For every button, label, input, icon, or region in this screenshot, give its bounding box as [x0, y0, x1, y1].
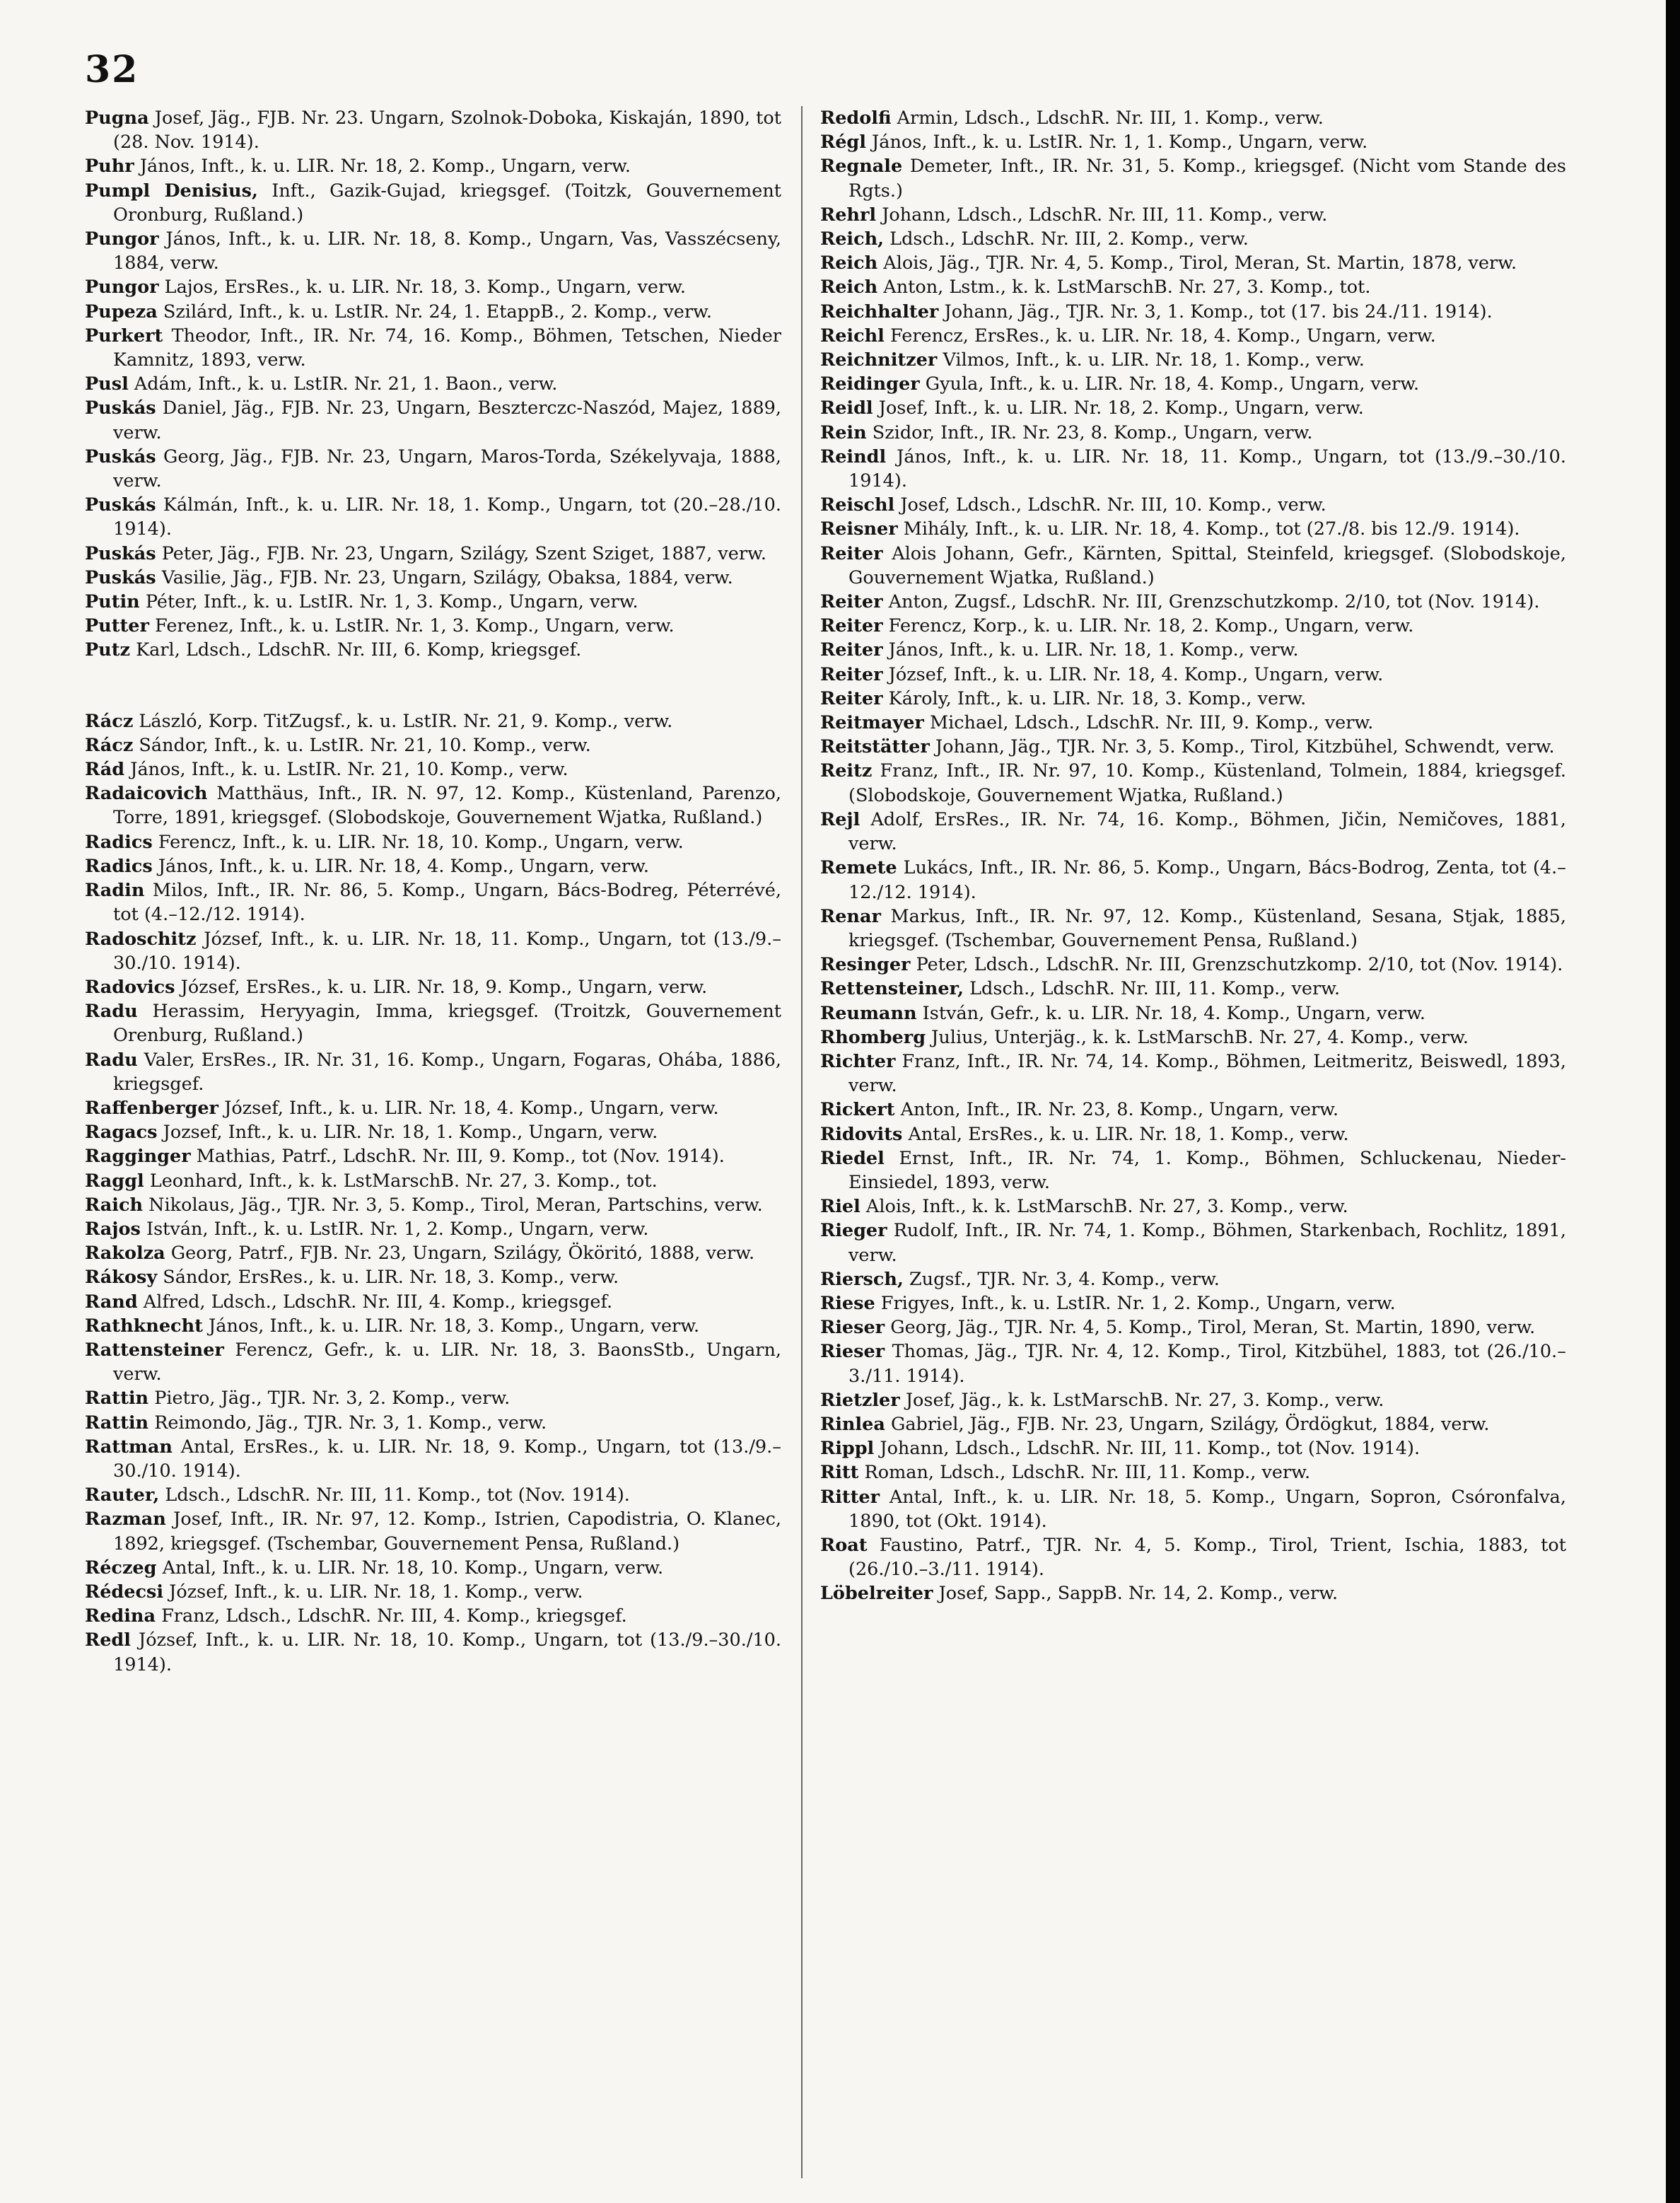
entry-surname: Reitstätter — [820, 736, 930, 758]
entry-surname: Puskás — [85, 542, 156, 564]
entry-surname: Renar — [820, 905, 881, 927]
entry-details: Ferenez, Inft., k. u. LstIR. Nr. 1, 3. Komp., Ungarn, verw. — [155, 615, 675, 637]
entry-surname: Pumpl Denisius, — [85, 180, 258, 202]
entry-details: Johann, Ldsch., LdschR. Nr. III, 11. Komp., tot (Nov. 1914). — [880, 1438, 1421, 1460]
entry-surname: Puskás — [85, 566, 156, 588]
entry-details: Ferencz, ErsRes., k. u. LIR. Nr. 18, 4. Komp., Ungarn, verw. — [889, 325, 1436, 347]
entry-surname: Reichnitzer — [820, 349, 938, 371]
entry-surname: Rákosy — [85, 1267, 158, 1289]
entry-details: Károly, Inft., k. u. LIR. Nr. 18, 3. Komp., verw. — [888, 687, 1307, 709]
list-item — [820, 1485, 1566, 1533]
entry-surname: Rád — [85, 759, 125, 781]
entry-surname: Régl — [820, 132, 866, 153]
entry-details: János, Inft., k. u. LIR. Nr. 18, 3. Komp., Ungarn, verw. — [209, 1315, 700, 1337]
list-item — [85, 1580, 781, 1604]
entry-details: Matthäus, Inft., IR. N. 97, 12. Komp., Küstenland, Parenzo, Torre, 1891, kriegsgef. (Slobodskoje, Gouvernement Wjatka, Rußland.) — [113, 783, 781, 829]
list-item — [85, 372, 781, 396]
list-item — [85, 709, 781, 733]
entry-details: Josef, Sapp., SappB. Nr. 14, 2. Komp., verw. — [938, 1583, 1338, 1605]
entry-surname: Roat — [820, 1534, 868, 1556]
list-item — [820, 1122, 1566, 1146]
list-item — [820, 711, 1566, 735]
entry-details: Alois, Jäg., TJR. Nr. 4, 5. Komp., Tirol, Meran, St. Martin, 1878, verw. — [883, 252, 1517, 274]
entry-details: Mathias, Patrf., LdschR. Nr. III, 9. Komp., tot (Nov. 1914). — [196, 1146, 725, 1168]
entry-surname: Reich — [820, 252, 878, 274]
entry-details: Josef, Inft., IR. Nr. 97, 12. Komp., Istrien, Capodistria, O. Klanec, 1892, kriegsgef. (Tschembar, Gouvernement Pensa, Rußland.) — [113, 1509, 781, 1554]
entry-surname: Puskás — [85, 446, 156, 467]
entry-details: Ldsch., LdschR. Nr. III, 2. Komp., verw. — [889, 228, 1249, 250]
entry-details: Karl, Ldsch., LdschR. Nr. III, 6. Komp, kriegsgef. — [136, 639, 582, 661]
list-item — [820, 953, 1566, 977]
entry-details: Markus, Inft., IR. Nr. 97, 12. Komp., Küstenland, Sesana, Stjak, 1885, kriegsgef. (Tschembar, Gouvernement Pensa, Rußland.) — [848, 905, 1566, 951]
list-item — [85, 1435, 781, 1483]
entry-surname: Rathknecht — [85, 1315, 203, 1337]
entry-surname: Reich, — [820, 228, 885, 250]
entry-surname: Ragginger — [85, 1146, 191, 1168]
entry-surname: Rettensteiner, — [820, 978, 964, 1000]
list-item — [85, 179, 781, 227]
entry-surname: Reisner — [820, 518, 898, 540]
entry-surname: Rein — [820, 422, 867, 443]
list-item — [820, 590, 1566, 614]
list-item — [85, 1265, 781, 1289]
list-item — [820, 638, 1566, 662]
entry-surname: Raffenberger — [85, 1097, 218, 1119]
entry-details: Péter, Inft., k. u. LstIR. Nr. 1, 3. Komp., Ungarn, verw. — [145, 591, 638, 613]
list-item — [85, 1411, 781, 1435]
entry-surname: Riedel — [820, 1147, 885, 1169]
list-item — [820, 1315, 1566, 1339]
entry-surname: Pungor — [85, 277, 159, 298]
list-item — [820, 227, 1566, 251]
column-divider — [801, 106, 803, 2178]
entry-details: Johann, Jäg., TJR. Nr. 3, 1. Komp., tot (17. bis 24./11. 1914). — [944, 301, 1493, 322]
entry-surname: Rattman — [85, 1436, 173, 1458]
entry-list-r — [85, 709, 781, 1677]
entry-surname: Regnale — [820, 156, 903, 178]
entry-surname: Reiter — [820, 615, 883, 637]
entry-surname: Ragacs — [85, 1122, 158, 1144]
entry-surname: Rattin — [85, 1412, 149, 1434]
entry-details: József, Inft., k. u. LIR. Nr. 18, 4. Komp., Ungarn, verw. — [888, 663, 1384, 685]
list-item — [85, 396, 781, 444]
entry-list-re — [820, 106, 1566, 1606]
entry-surname: Radaicovich — [85, 783, 208, 805]
list-item — [820, 1436, 1566, 1460]
entry-surname: Réczeg — [85, 1557, 157, 1579]
entry-details: Josef, Inft., k. u. LIR. Nr. 18, 2. Komp., Ungarn, verw. — [878, 397, 1364, 419]
entry-surname: Radics — [85, 855, 153, 877]
entry-details: János, Inft., k. u. LIR. Nr. 18, 4. Komp., Ungarn, verw. — [158, 855, 649, 877]
list-item — [85, 154, 781, 178]
list-item — [820, 1025, 1566, 1050]
list-item — [820, 735, 1566, 759]
entry-details: Anton, Inft., IR. Nr. 23, 8. Komp., Ungarn, verw. — [900, 1099, 1339, 1121]
entry-details: Alois, Inft., k. k. LstMarschB. Nr. 27, 3. Komp., verw. — [865, 1196, 1348, 1218]
list-item — [85, 445, 781, 493]
entry-surname: Reidinger — [820, 373, 920, 395]
entry-details: István, Inft., k. u. LstIR. Nr. 1, 2. Komp., Ungarn, verw. — [146, 1218, 649, 1240]
entry-surname: Pungor — [85, 228, 159, 250]
list-item — [820, 130, 1566, 154]
list-item — [820, 1291, 1566, 1315]
entry-details: Franz, Inft., IR. Nr. 74, 14. Komp., Böhmen, Leitmeritz, Beiswedl, 1893, verw. — [848, 1050, 1566, 1097]
section-gap — [85, 663, 781, 709]
entry-details: Peter, Jäg., FJB. Nr. 23, Ungarn, Szilágy, Szent Sziget, 1887, verw. — [161, 542, 766, 564]
entry-surname: Reindl — [820, 446, 887, 467]
entry-details: Josef, Jäg., k. k. LstMarschB. Nr. 27, 3. Komp., verw. — [905, 1389, 1384, 1411]
entry-details: József, ErsRes., k. u. LIR. Nr. 18, 9. Komp., Ungarn, verw. — [180, 976, 708, 998]
entry-surname: Redolfi — [820, 107, 892, 129]
list-item — [820, 517, 1566, 541]
entry-surname: Resinger — [820, 954, 911, 976]
entry-details: Ferencz, Gefr., k. u. LIR. Nr. 18, 3. BaonsStb., Ungarn, verw. — [113, 1339, 782, 1385]
entry-surname: Rattensteiner — [85, 1339, 224, 1361]
entry-details: Jozsef, Inft., k. u. LIR. Nr. 18, 1. Komp., Ungarn, verw. — [163, 1122, 658, 1144]
entry-surname: Pugna — [85, 107, 149, 129]
list-item — [820, 275, 1566, 299]
entry-details: Josef, Ldsch., LdschR. Nr. III, 10. Komp., verw. — [900, 494, 1326, 516]
list-item — [85, 1507, 781, 1555]
entry-surname: Riel — [820, 1196, 861, 1218]
entry-details: Rudolf, Inft., IR. Nr. 74, 1. Komp., Böhmen, Starkenbach, Rochlitz, 1891, verw. — [848, 1220, 1566, 1266]
entry-surname: Ritter — [820, 1486, 880, 1508]
list-item — [820, 1219, 1566, 1267]
list-item — [820, 1267, 1566, 1291]
list-item — [820, 663, 1566, 687]
entry-details: Ernst, Inft., IR. Nr. 74, 1. Komp., Böhmen, Schluckenau, Nieder-Einsiedel, 1893, verw. — [848, 1147, 1566, 1193]
list-item — [85, 638, 781, 662]
entry-surname: Rejl — [820, 808, 861, 830]
entry-surname: Pupeza — [85, 301, 158, 322]
list-item — [85, 1120, 781, 1144]
entry-surname: Redl — [85, 1629, 131, 1651]
entry-surname: Reiter — [820, 687, 883, 709]
entry-surname: Rippl — [820, 1438, 875, 1460]
entry-details: János, Inft., k. u. LIR. Nr. 18, 2. Komp., Ungarn, verw. — [139, 156, 631, 178]
list-item — [820, 856, 1566, 904]
entry-details: Gyula, Inft., k. u. LIR. Nr. 18, 4. Komp., Ungarn, verw. — [925, 373, 1420, 395]
list-item — [820, 614, 1566, 638]
entry-details: Szilárd, Inft., k. u. LstIR. Nr. 24, 1. EtappB., 2. Komp., verw. — [163, 301, 712, 322]
entry-surname: Radu — [85, 1049, 138, 1071]
entry-details: Inft., Gazik-Gujad, kriegsgef. (Toitzk, Gouvernement Oronburg, Rußland.) — [113, 180, 781, 226]
entry-details: Sándor, ErsRes., k. u. LIR. Nr. 18, 3. Komp., verw. — [163, 1267, 619, 1289]
list-item — [85, 975, 781, 999]
entry-surname: Reitz — [820, 760, 873, 782]
entry-surname: Rieser — [820, 1341, 885, 1363]
entry-surname: Ritt — [820, 1462, 859, 1484]
entry-surname: Pusl — [85, 373, 129, 395]
entry-details: Reimondo, Jäg., TJR. Nr. 3, 1. Komp., verw. — [154, 1412, 547, 1434]
list-item — [85, 1096, 781, 1120]
entry-details: Franz, Inft., IR. Nr. 97, 10. Komp., Küstenland, Tolmein, 1884, kriegsgef. (Slobodskoje, Gouvernement Wjatka, Rußland.) — [848, 760, 1566, 806]
list-item — [85, 1483, 781, 1507]
entry-details: Ferencz, Korp., k. u. LIR. Nr. 18, 2. Komp., Ungarn, verw. — [888, 615, 1414, 637]
entry-list-p — [85, 106, 781, 663]
entry-details: Anton, Lstm., k. k. LstMarschB. Nr. 27, 3. Komp., tot. — [883, 277, 1371, 298]
entry-surname: Putz — [85, 639, 130, 661]
entry-details: Franz, Ldsch., LdschR. Nr. III, 4. Komp., kriegsgef. — [161, 1605, 627, 1627]
entry-surname: Reiter — [820, 639, 883, 661]
list-item — [85, 1241, 781, 1265]
list-item — [85, 324, 781, 372]
entry-details: Theodor, Inft., IR. Nr. 74, 16. Komp., Böhmen, Tetschen, Nieder Kamnitz, 1893, verw. — [113, 325, 782, 371]
entry-details: Kálmán, Inft., k. u. LIR. Nr. 18, 1. Komp., Ungarn, tot (20.–28./10. 1914). — [113, 494, 781, 540]
list-item — [85, 1556, 781, 1580]
entry-details: Herassim, Heryyagin, Imma, kriegsgef. (Troitzk, Gouvernement Orenburg, Rußland.) — [113, 1001, 781, 1047]
entry-surname: Radovics — [85, 976, 175, 998]
entry-details: Armin, Ldsch., LdschR. Nr. III, 1. Komp., verw. — [897, 107, 1324, 129]
entry-surname: Reidl — [820, 397, 873, 419]
page-number: 32 — [85, 48, 139, 91]
entry-details: János, Inft., k. u. LstIR. Nr. 21, 10. Komp., verw. — [130, 759, 568, 781]
entry-surname: Rietzler — [820, 1389, 900, 1411]
entry-details: Nikolaus, Jäg., TJR. Nr. 3, 5. Komp., Tirol, Meran, Partschins, verw. — [148, 1194, 763, 1216]
entry-surname: Rickert — [820, 1099, 895, 1121]
entry-surname: Razman — [85, 1509, 166, 1530]
entry-details: Szidor, Inft., IR. Nr. 23, 8. Komp., Ungarn, verw. — [872, 422, 1313, 443]
list-item — [85, 733, 781, 757]
list-item — [85, 590, 781, 614]
entry-surname: Rhomberg — [820, 1026, 926, 1048]
entry-surname: Rajos — [85, 1218, 141, 1240]
entry-details: Frigyes, Inft., k. u. LstIR. Nr. 1, 2. Komp., Ungarn, verw. — [880, 1292, 1396, 1314]
list-item — [820, 905, 1566, 953]
list-item — [820, 1460, 1566, 1484]
entry-details: János, Inft., k. u. LIR. Nr. 18, 11. Komp., Ungarn, tot (13./9.–30./10. 1914). — [848, 446, 1566, 492]
entry-surname: Rieger — [820, 1220, 887, 1242]
list-item — [820, 1050, 1566, 1098]
entry-details: Antal, Inft., k. u. LIR. Nr. 18, 5. Komp., Ungarn, Sopron, Csóronfalva, 1890, tot (Okt. 1914). — [848, 1486, 1566, 1532]
list-item — [820, 421, 1566, 445]
entry-details: Ferencz, Inft., k. u. LIR. Nr. 18, 10. Komp., Ungarn, verw. — [158, 831, 684, 853]
entry-surname: Reischl — [820, 494, 895, 516]
entry-details: Ldsch., LdschR. Nr. III, 11. Komp., tot (Nov. 1914). — [165, 1484, 630, 1506]
entry-surname: Radin — [85, 880, 145, 902]
list-item — [85, 300, 781, 324]
entry-surname: Rand — [85, 1291, 138, 1313]
entry-surname: Puskás — [85, 397, 156, 419]
list-item — [85, 781, 781, 830]
list-item — [820, 372, 1566, 396]
list-item — [85, 106, 781, 154]
list-item — [820, 493, 1566, 517]
entry-surname: Rehrl — [820, 204, 877, 226]
list-item — [820, 251, 1566, 275]
list-item — [820, 1098, 1566, 1122]
entry-surname: Rakolza — [85, 1243, 165, 1265]
entry-surname: Radoschitz — [85, 928, 197, 950]
list-item — [85, 878, 781, 926]
entry-details: Ldsch., LdschR. Nr. III, 11. Komp., verw. — [969, 978, 1341, 1000]
entry-surname: Rieser — [820, 1317, 885, 1339]
entry-surname: Riese — [820, 1292, 875, 1314]
entry-surname: Radics — [85, 831, 153, 853]
entry-details: Demeter, Inft., IR. Nr. 31, 5. Komp., kriegsgef. (Nicht vom Stande des Rgts.) — [848, 156, 1567, 202]
list-item — [820, 808, 1566, 856]
entry-details: Michael, Ldsch., LdschR. Nr. III, 9. Komp., verw. — [929, 712, 1374, 734]
list-item — [820, 1412, 1566, 1436]
list-item — [85, 854, 781, 878]
entry-surname: Reiter — [820, 542, 883, 564]
entry-details: Daniel, Jäg., FJB. Nr. 23, Ungarn, Beszterczc-Naszód, Majez, 1889, verw. — [113, 397, 781, 443]
entry-surname: Reichhalter — [820, 301, 939, 322]
scan-edge — [1666, 0, 1680, 2203]
entry-details: József, Inft., k. u. LIR. Nr. 18, 10. Komp., Ungarn, tot (13./9.–30./10. 1914). — [113, 1629, 782, 1675]
list-item — [820, 445, 1566, 493]
entry-surname: Reumann — [820, 1002, 917, 1024]
list-item — [820, 687, 1566, 711]
entry-details: Georg, Patrf., FJB. Nr. 23, Ungarn, Szilágy, Ököritó, 1888, verw. — [170, 1243, 755, 1265]
entry-surname: Putin — [85, 591, 140, 613]
entry-details: József, Inft., k. u. LIR. Nr. 18, 1. Komp., verw. — [169, 1581, 583, 1603]
entry-details: József, Inft., k. u. LIR. Nr. 18, 11. Komp., Ungarn, tot (13./9.–30./10. 1914). — [113, 928, 781, 974]
list-item — [85, 757, 781, 781]
entry-details: Thomas, Jäg., TJR. Nr. 4, 12. Komp., Tirol, Kitzbühel, 1883, tot (26./10.–3./11. 1914). — [848, 1341, 1567, 1387]
entry-surname: Rácz — [85, 734, 134, 756]
entry-details: Adám, Inft., k. u. LstIR. Nr. 21, 1. Baon., verw. — [134, 373, 558, 395]
entry-surname: Reich — [820, 277, 878, 298]
entry-details: Peter, Ldsch., LdschR. Nr. III, Grenzschutzkomp. 2/10, tot (Nov. 1914). — [916, 954, 1563, 976]
list-item — [820, 203, 1566, 227]
list-item — [85, 542, 781, 566]
list-item — [820, 759, 1566, 807]
list-item — [85, 1217, 781, 1241]
list-item — [820, 348, 1566, 372]
list-item — [820, 154, 1566, 202]
entry-details: László, Korp. TitZugsf., k. u. LstIR. Nr. 21, 9. Komp., verw. — [139, 710, 673, 732]
list-item — [85, 1169, 781, 1193]
list-item — [85, 999, 781, 1047]
entry-details: István, Gefr., k. u. LIR. Nr. 18, 4. Komp., Ungarn, verw. — [922, 1002, 1426, 1024]
list-item — [85, 927, 781, 975]
entry-details: Josef, Jäg., FJB. Nr. 23. Ungarn, Szolnok-Doboka, Kiskaján, 1890, tot (28. Nov. 1914). — [113, 107, 781, 153]
entry-surname: Puskás — [85, 494, 156, 516]
entry-details: Vasilie, Jäg., FJB. Nr. 23, Ungarn, Szilágy, Obaksa, 1884, verw. — [161, 566, 733, 588]
list-item — [85, 1048, 781, 1096]
list-item — [85, 1193, 781, 1217]
entry-details: Valer, ErsRes., IR. Nr. 31, 16. Komp., Ungarn, Fogaras, Ohába, 1886, kriegsgef. — [113, 1049, 781, 1095]
entry-surname: Rattin — [85, 1388, 149, 1409]
list-item — [820, 106, 1566, 130]
entry-details: Julius, Unterjäg., k. k. LstMarschB. Nr. 27, 4. Komp., verw. — [931, 1026, 1469, 1048]
list-item — [85, 830, 781, 854]
entry-details: Georg, Jäg., TJR. Nr. 4, 5. Komp., Tirol, Meran, St. Martin, 1890, verw. — [890, 1317, 1536, 1339]
entry-details: János, Inft., k. u. LIR. Nr. 18, 1. Komp., verw. — [888, 639, 1299, 661]
entry-details: Anton, Zugsf., LdschR. Nr. III, Grenzschutzkomp. 2/10, tot (Nov. 1914). — [888, 591, 1540, 613]
entry-surname: Löbelreiter — [820, 1583, 933, 1605]
list-item — [85, 1290, 781, 1314]
entry-surname: Raggl — [85, 1170, 144, 1192]
entry-surname: Remete — [820, 857, 897, 879]
entry-surname: Radu — [85, 1001, 138, 1023]
list-item — [85, 275, 781, 299]
list-item — [820, 1001, 1566, 1025]
entry-details: Sándor, Inft., k. u. LstIR. Nr. 21, 10. Komp., verw. — [139, 734, 591, 756]
list-item — [820, 1533, 1566, 1581]
entry-details: Mihály, Inft., k. u. LIR. Nr. 18, 4. Komp., tot (27./8. bis 12./9. 1914). — [903, 518, 1520, 540]
entry-details: Alfred, Ldsch., LdschR. Nr. III, 4. Komp., kriegsgef. — [143, 1291, 613, 1313]
entry-details: Leonhard, Inft., k. k. LstMarschB. Nr. 27, 3. Komp., tot. — [149, 1170, 658, 1192]
entry-details: Johann, Jäg., TJR. Nr. 3, 5. Komp., Tirol, Kitzbühel, Schwendt, verw. — [935, 736, 1555, 758]
list-item — [820, 1194, 1566, 1219]
list-item — [85, 566, 781, 590]
entry-surname: Putter — [85, 615, 149, 637]
entry-details: József, Inft., k. u. LIR. Nr. 18, 4. Komp., Ungarn, verw. — [224, 1097, 719, 1119]
entry-surname: Reiter — [820, 591, 883, 613]
entry-details: Alois Johann, Gefr., Kärnten, Spittal, Steinfeld, kriegsgef. (Slobodskoje, Gouvernement Wjatka, Rußland.) — [848, 542, 1566, 588]
left-column — [85, 106, 781, 1677]
entry-surname: Reichl — [820, 325, 885, 347]
entry-surname: Richter — [820, 1050, 896, 1072]
list-item — [820, 1146, 1566, 1194]
entry-details: Antal, ErsRes., k. u. LIR. Nr. 18, 1. Komp., verw. — [908, 1123, 1349, 1145]
list-item — [85, 227, 781, 275]
entry-surname: Rauter, — [85, 1484, 160, 1506]
entry-details: Georg, Jäg., FJB. Nr. 23, Ungarn, Maros-Torda, Székelyvaja, 1888, verw. — [113, 446, 781, 492]
entry-details: János, Inft., k. u. LIR. Nr. 18, 8. Komp., Ungarn, Vas, Vasszécseny, 1884, verw. — [113, 228, 781, 274]
list-item — [85, 1386, 781, 1410]
list-item — [85, 1604, 781, 1628]
entry-details: Faustino, Patrf., TJR. Nr. 4, 5. Komp., Tirol, Trient, Ischia, 1883, tot (26./10.–3./11. 1914). — [848, 1534, 1566, 1581]
entry-details: Vilmos, Inft., k. u. LIR. Nr. 18, 1. Komp., verw. — [943, 349, 1365, 371]
entry-details: Antal, Inft., k. u. LIR. Nr. 18, 10. Komp., Ungarn, verw. — [162, 1557, 664, 1579]
list-item — [820, 977, 1566, 1001]
list-item — [820, 1339, 1566, 1388]
entry-surname: Rácz — [85, 710, 134, 732]
entry-surname: Puhr — [85, 156, 134, 178]
entry-details: Antal, ErsRes., k. u. LIR. Nr. 18, 9. Komp., Ungarn, tot (13./9.–30./10. 1914). — [113, 1436, 781, 1482]
entry-details: Pietro, Jäg., TJR. Nr. 3, 2. Komp., verw. — [154, 1388, 511, 1409]
entry-surname: Reitmayer — [820, 712, 924, 734]
list-item — [85, 1338, 781, 1386]
list-item — [820, 1388, 1566, 1412]
list-item — [85, 614, 781, 638]
entry-details: Lajos, ErsRes., k. u. LIR. Nr. 18, 3. Komp., Ungarn, verw. — [164, 277, 687, 298]
entry-details: János, Inft., k. u. LstIR. Nr. 1, 1. Komp., Ungarn, verw. — [872, 132, 1368, 153]
entry-surname: Purkert — [85, 325, 163, 347]
list-item — [820, 324, 1566, 348]
entry-details: Lukács, Inft., IR. Nr. 86, 5. Komp., Ungarn, Bács-Bodrog, Zenta, tot (4.–12./12. 1914). — [848, 857, 1566, 903]
entry-surname: Raich — [85, 1194, 144, 1216]
list-item — [85, 1144, 781, 1168]
entry-details: Zugsf., TJR. Nr. 3, 4. Komp., verw. — [909, 1268, 1220, 1290]
entry-details: Johann, Ldsch., LdschR. Nr. III, 11. Komp., verw. — [882, 204, 1328, 226]
entry-surname: Reiter — [820, 663, 883, 685]
list-item — [820, 542, 1566, 590]
list-item — [820, 396, 1566, 420]
entry-details: Roman, Ldsch., LdschR. Nr. III, 11. Komp., verw. — [864, 1462, 1311, 1484]
list-item — [820, 300, 1566, 324]
entry-details: Gabriel, Jäg., FJB. Nr. 23, Ungarn, Szilágy, Ördögkut, 1884, verw. — [890, 1413, 1490, 1435]
list-item — [820, 1581, 1566, 1605]
entry-details: Milos, Inft., IR. Nr. 86, 5. Komp., Ungarn, Bács-Bodreg, Péterrévé, tot (4.–12./12. 1914). — [113, 880, 781, 926]
entry-details: Adolf, ErsRes., IR. Nr. 74, 16. Komp., Böhmen, Jičin, Nemičoves, 1881, verw. — [848, 808, 1566, 855]
list-item — [85, 493, 781, 541]
entry-surname: Redina — [85, 1605, 156, 1627]
list-item — [85, 1628, 781, 1676]
entry-surname: Rédecsi — [85, 1581, 164, 1603]
entry-surname: Rinlea — [820, 1413, 885, 1435]
right-column — [820, 106, 1566, 1606]
list-item — [85, 1314, 781, 1338]
entry-surname: Ridovits — [820, 1123, 903, 1145]
entry-surname: Riersch, — [820, 1268, 904, 1290]
